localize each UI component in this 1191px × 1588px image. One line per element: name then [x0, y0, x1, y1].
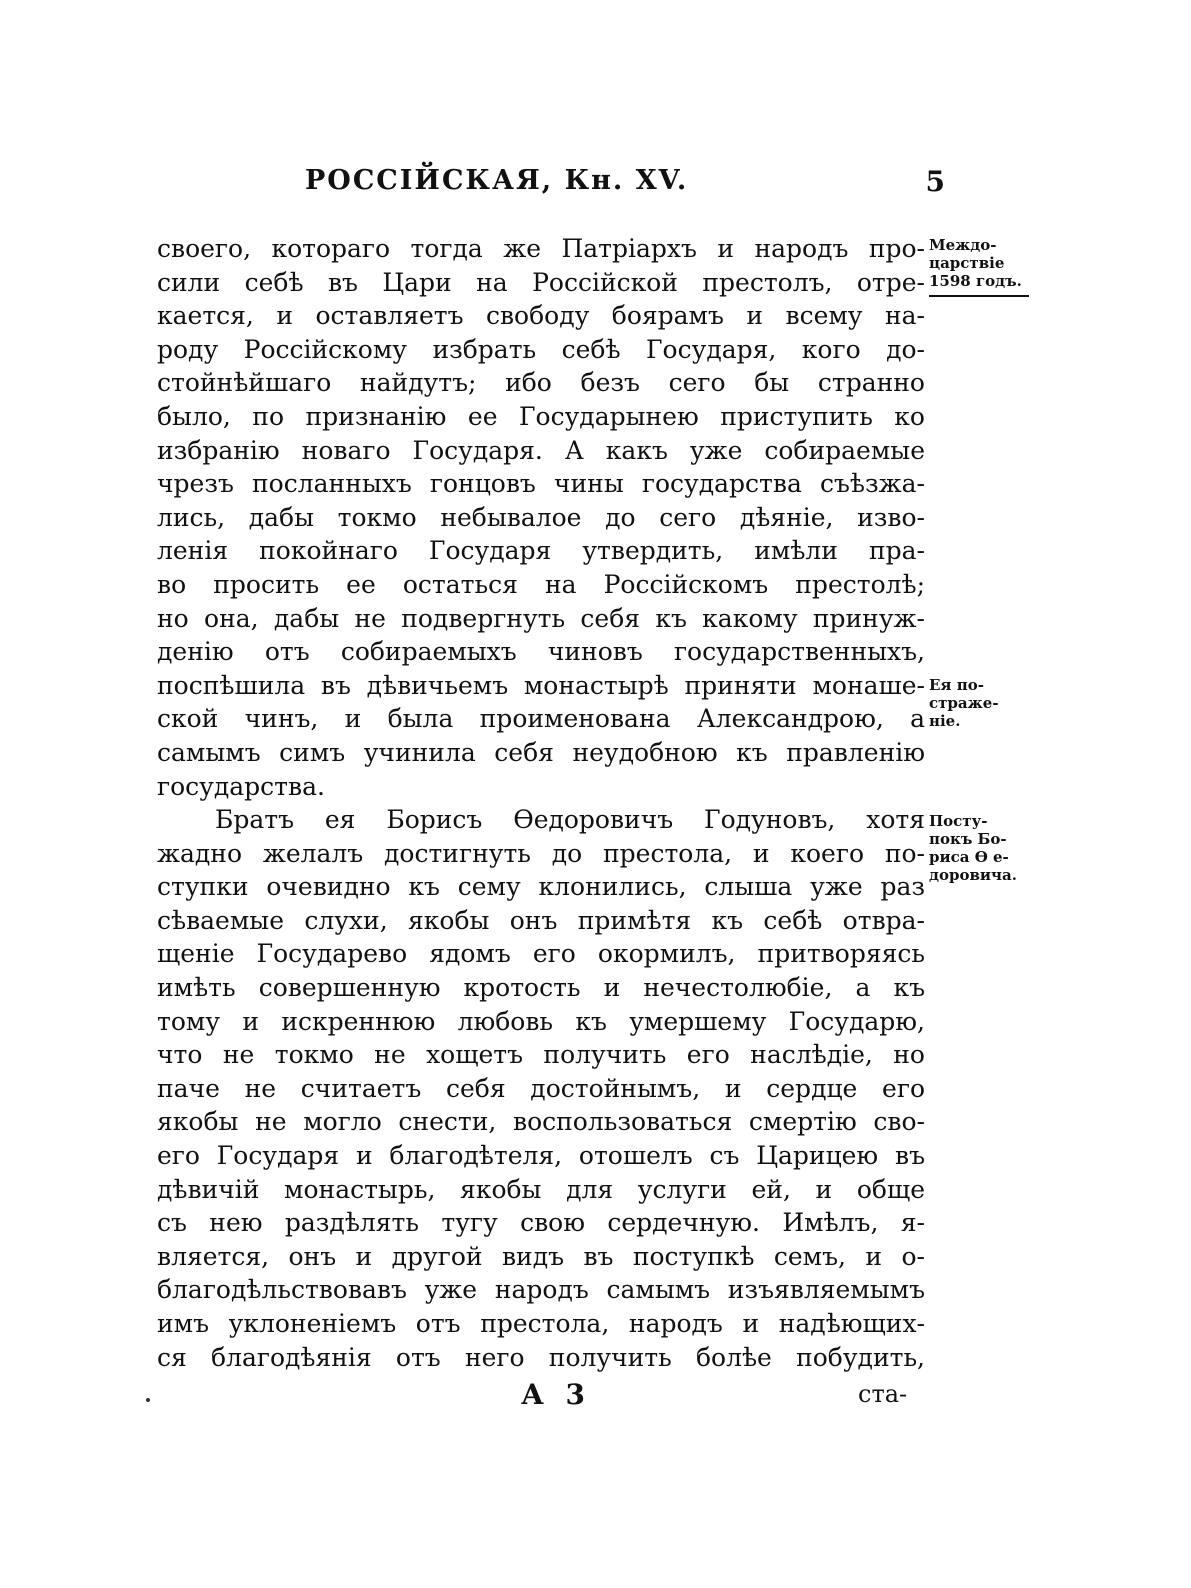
- text-line: благодѣльствовавъ уже народъ самымъ изъявляемымъ: [157, 1275, 925, 1305]
- text-line: самымъ симъ учинила себя неудобною къ правленію: [157, 737, 925, 767]
- marginal-line: 1598 годъ.: [929, 272, 1022, 290]
- text-line: имъ уклоненіемъ отъ престола, народъ и надѣющих-: [157, 1309, 925, 1338]
- text-line: своего, котораго тогда же Патріархъ и народъ про-: [157, 234, 925, 263]
- text-line: ленія покойнаго Государя утвердить, имѣли пра-: [157, 536, 925, 566]
- text-line: имѣть совершенную кротость и нечестолюбіе, а къ: [157, 973, 925, 1003]
- catchword: ста-: [858, 1380, 908, 1408]
- text-line: его Государя и благодѣтеля, отошелъ съ Царицею въ: [157, 1141, 925, 1171]
- page-header: [305, 165, 945, 205]
- marginal-line: страже-: [929, 694, 999, 712]
- text-line: паче не считаетъ себя достойнымъ, и сердце его: [157, 1073, 925, 1103]
- running-title: РОССІЙСКАЯ, Кн. XV.: [305, 165, 689, 196]
- marginal-note-boris: [929, 812, 1039, 884]
- marginal-line: риса Ө е-: [929, 848, 1009, 866]
- text-line: лись, дабы токмо небывалое до сего дѣяніе, изво-: [157, 502, 925, 532]
- text-line: щеніе Государево ядомъ его окормилъ, притворяясь: [157, 939, 925, 969]
- text-line: якобы не могло снести, воспользоваться смертію сво-: [157, 1107, 925, 1137]
- text-line: что не токмо не хощетъ получить его наслѣдіе, но: [157, 1040, 925, 1070]
- marginal-line: царствіе: [929, 254, 1005, 272]
- marginal-line: Ея по-: [929, 676, 984, 694]
- signature-mark: А 3: [521, 1378, 592, 1411]
- text-line: чрезъ посланныхъ гонцовъ чины государства съѣзжа-: [157, 469, 925, 499]
- marginal-rule: [929, 295, 1029, 297]
- marginal-line: покъ Бо-: [929, 830, 1007, 848]
- marginal-note-tonsure: [929, 676, 1039, 730]
- text-line: роду Россійскому избрать себѣ Государя, кого до-: [157, 334, 925, 364]
- marginal-line: доровича.: [929, 866, 1017, 884]
- text-line: Братъ ея Борисъ Өедоровичъ Годуновъ, хотя: [215, 805, 925, 835]
- page-number: 5: [925, 165, 945, 198]
- text-line: избранію новаго Государя. А какъ уже собираемые: [157, 435, 925, 465]
- text-line: сили себѣ въ Цари на Россійской престолъ, отре-: [157, 267, 925, 297]
- text-line: дѣвичій монастырь, якобы для услуги ей, и обще: [157, 1174, 925, 1204]
- text-line: стойнѣйшаго найдутъ; ибо безъ сего бы странно: [157, 368, 925, 398]
- main-text: [157, 232, 925, 1374]
- text-line: ской чинъ, и была проименована Александрою, а: [157, 704, 925, 734]
- text-line: но она, дабы не подвергнуть себя къ какому принуж-: [157, 603, 925, 633]
- text-line: ступки очевидно къ сему клонились, слыша уже раз: [157, 872, 925, 902]
- text-line: во просить ее остаться на Россійскомъ престолѣ;: [157, 569, 925, 599]
- marginal-line: Посту-: [929, 812, 988, 830]
- text-line: денію отъ собираемыхъ чиновъ государственныхъ,: [157, 637, 925, 667]
- text-line: вляется, онъ и другой видъ въ поступкѣ семъ, и о-: [157, 1241, 925, 1271]
- ink-speck: [146, 1398, 150, 1402]
- text-line: кается, и оставляетъ свободу боярамъ и всему на-: [157, 301, 925, 331]
- text-line: сѣваемые слухи, якобы онъ примѣтя къ себѣ отвра-: [157, 905, 925, 935]
- text-line: съ нею раздѣлять тугу свою сердечную. Имѣлъ, я-: [157, 1208, 925, 1238]
- text-line: поспѣшила въ дѣвичьемъ монастырѣ приняти монаше-: [157, 670, 925, 700]
- text-line: ся благодѣянія отъ него получить болѣе побудить,: [157, 1342, 925, 1372]
- marginal-line: Междо-: [929, 236, 997, 254]
- text-line: было, по признанію ее Государынею приступить ко: [157, 401, 925, 431]
- text-line: государства.: [157, 771, 325, 801]
- marginal-note-interregnum: [929, 236, 1039, 297]
- text-line: тому и искреннюю любовь къ умершему Государю,: [157, 1006, 925, 1036]
- text-line: жадно желалъ достигнуть до престола, и коего по-: [157, 838, 925, 868]
- marginal-line: ніе.: [929, 712, 961, 730]
